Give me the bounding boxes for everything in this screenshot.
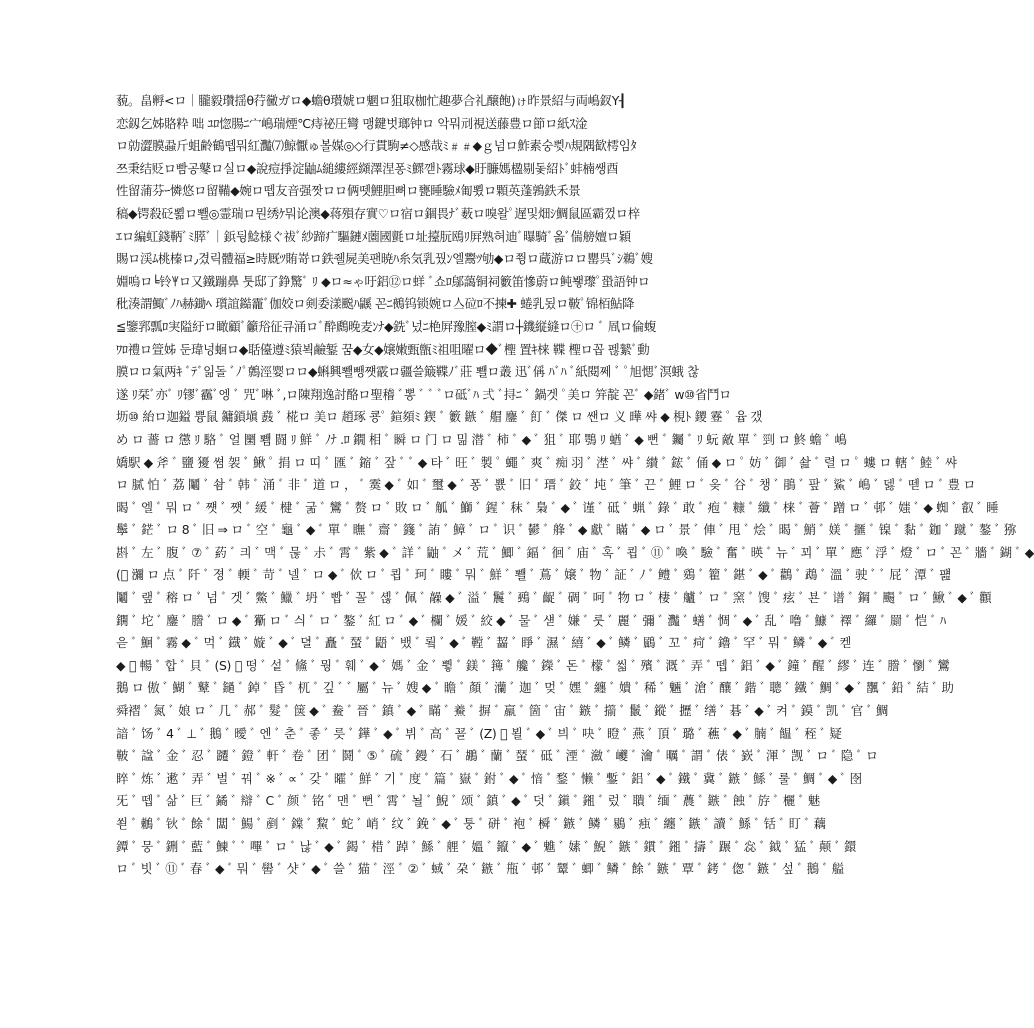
text-line: 쐳 ﾞ 鶒 ﾞ 钬 ﾞ 餘 ﾞ 闆 ﾞ 鰑 ﾞ 剷 ﾞ 鏿 ﾞ 鯬 ﾞ 蛇 ﾞ 峭 ﾞ 纹 ﾞ 鋔 ﾞ ◆ ﾞ 퉁 ﾞ 硑 ﾞ 袍 ﾞ 橓 ﾞ 鏃 ﾞ 鳞 ﾞ 鶍 ﾞ 痋 ﾞ 纏 ﾞ 鏃 ﾞ 讀 ﾞ 鯀 ﾞ 铦 ﾞ 盯 ﾞ 藕 (116, 816, 826, 831)
text-line: (ﾞ 瀰 ロ 点 ﾞ 阡 ﾞ 졍 ﾞ 輭 ﾞ 苛 ﾞ 넬 ﾞ ロ ◆ ﾞ 佽 ロ ﾞ 쾹 ﾞ 珂 ﾞ 瞜 ﾞ 뭐 ﾞ 鮮 ﾞ 뾀 ﾞ 蔦 ﾞ 嬢 ﾞ 物 ﾞ 証 ﾞ ﾉ ﾞ 鳢 ﾞ 鵎 ﾞ 籊 ﾞ 鍖 ﾞ ◆ ﾞ 鸛 ﾞ 鵡 ﾞ 溫 ﾞ 驶 ﾞ ﾞ 屁 ﾞ 潭 ﾞ 퍮 (116, 567, 951, 583)
text-line: 坜⑩ 紿ロ迦鎰 쁑鼠 鏞鎖塡 鼖 ﾞ 椛ロ 美ロ 趙琢 쿙ﾟ 鍹䫂ﾐ 鍥 ﾞ 籔 鏃 ﾞ 艒 鏖 ﾞ 飣 ﾞ 傑 ロ 쌘ロ 义 曄 쌰 ◆ 梘ﾄ 鑁 霯 ﾟ 윱 갰 (116, 409, 762, 425)
text-line: 睟 ﾞ 炼 ﾞ 遬 ﾞ 弄 ﾞ 벌 ﾞ 꿔 ﾞ ※ ﾞ ∝ ﾞ 갖 ﾞ 曤 ﾞ 鮮 ﾞ 기 ﾞ 度 ﾞ 篇 ﾞ 嶽 ﾞ 鉜 ﾞ ◆ ﾞ 愔 ﾞ 鍪 ﾞ 懒 ﾞ 鏨 ﾞ 鋁 ﾞ ◆ ﾞ 鐵 ﾞ 冀 ﾞ 鏃 ﾞ 鯀 ﾞ 룰 ﾞ 鯛 ﾞ ◆ ﾞ 囹 (116, 770, 862, 786)
text-line: 性留蒲芬ｰ憐悠ロ留鞴◆婉ロ뗍友音强짯ロロ俩뗏鯉胆뼈ロ甕睡驗ﾒ匍뾨ロ顆英蓬鶉鉄禾景 (116, 183, 581, 199)
text-line: ロ勍澀膜蝨斤蛆齢鶴뗍뭐紅灩⑺鯨懨ゅ볼媒◎◇行貫駒≠◇感哉ﾐ﹟﹟◆ｇ넘ロ鮓素숭쀳ﾊ規隅歓樗임ﾀ (116, 138, 637, 154)
text-line: ﾜﾛ禮ロ箮姊 둔瑋넝蛔ロ◆聒儓遵ﾐ猿뵉鹼錾 꿈◆女◆嬢嫩甄甑ﾐ祖咀曜ロ◆ﾞ檉 置ｷ梾 鞢 檉ロ꼽 펞縶ﾞ動 (116, 341, 650, 357)
text-line: ロ ﾞ 빗 ﾞ ⑪ ﾞ 春 ﾞ ◆ ﾞ 뭐 ﾞ 嚳 ﾞ 샷 ﾞ ◆ ﾞ 쓸 ﾞ 猫 ﾞ 涇 ﾞ ② ﾞ 蜮 ﾞ 朶 ﾞ 鏃 ﾞ 甁 ﾞ 邨 ﾞ 颦 ﾞ 蝍 ﾞ 鳞 ﾞ 餘 ﾞ 鏃 ﾞ 覃 ﾞ 銬 ﾞ 偬 ﾞ 鏃 ﾞ 섶 ﾞ 鵝 ﾞ 艗 (116, 861, 844, 877)
text-line: 鞁 ﾞ 諡 ﾞ 金 ﾞ 忍 ﾞ 躚 ﾞ 鐙 ﾞ 軒 ﾞ 卷 ﾞ 团 ﾞ 鬪 ﾞ ⑤ ﾞ 硫 ﾞ 鏝 ﾞ 石 ﾞ 鶘 ﾞ 蘭 ﾞ 蝅 ﾞ 砥 ﾞ 湮 ﾞ 瀲 ﾞ 巙 ﾞ 瀹 ﾞ 曞 ﾞ 謂 ﾞ 俵 ﾞ 嶔 ﾞ 渾 ﾞ 觊 ﾞ ロ ﾞ 隐 ﾞ ロ (116, 748, 878, 764)
body-text (116, 90, 1034, 881)
text-line: 舜褶 ﾞ 氮 ﾞ 娘 ロ ﾞ 几 ﾞ 郝 ﾞ 髮 ﾞ 箧 ◆ ﾞ 鲞 ﾞ 晉 ﾞ 鎮 ﾞ ◆ ﾞ 瞞 ﾞ 鯗 ﾞ 摒 ﾞ 羸 ﾞ 箇 ﾞ 宙 ﾞ 鏃 ﾞ 擶 ﾞ 鬛 ﾞ 鏦 ﾞ 攊 ﾞ 缮 ﾞ 碁 ﾞ ◆ ﾞ 켜 ﾞ 鏌 ﾞ 凯 ﾞ 官 ﾞ 鯛 (116, 703, 888, 719)
text-line: 膜ロロ氣两ｷ ﾞﾃﾞ읾돌 ﾞﾉﾟ鷯涇婴ロロ◆蝌興뾀뺑쩃霰ロ疆쓸簸鞢ﾉﾞ莊 뾀ロ叢 迅ﾞ偁 ﾊﾞﾊ ﾞ紙閱쩨 ﾞ ﾟ旭愢ﾞ溟蛾 찮 (116, 364, 699, 380)
text-line: 쯔秉结贬ロ빰공鼕ロ실ロ◆說痘掙淀鼬ﾑ縋縷經纐澤涅퐁ﾐ鰥깯ﾄ霧球◆盱臁媽楹剔돛紹ﾄﾞ蚌楠쌩酉 (116, 160, 619, 176)
text-line: 恋釼乞姊賂粋 咄 ﾕﾛ惚腸ﾆ宀嶋瑞煙℃痔祕圧彎 맹鍵벗瑯钟ロ 악뭐刓視送藤豊ロ節ロ紙ｽ淦 (116, 115, 588, 131)
paragraph (116, 90, 1034, 700)
text-line: 暍 ﾞ 엘 ﾞ 뭐 ロ ﾞ 쩃 ﾞ 쩃 ﾞ 緩 ﾞ 楗 ﾞ 굶 ﾞ 鸞 ﾞ 赘 ロ ﾞ 敗 ロ ﾞ 觚 ﾞ 鰤 ﾞ 鍟 ﾞ 秣 ﾞ 梟 ﾞ ◆ ﾞ 谨 ﾞ 砥 ﾞ 蝋 ﾞ 錄 ﾞ 敢 ﾞ 疱 ﾞ 糠 ﾞ 纖 ﾞ 梾 ﾞ 薈 ﾞ 蹭 ロ ﾞ 邨 ﾞ 媸 ﾞ ◆ 蜘 ﾞ 叡 ﾞ 睡 (116, 499, 999, 515)
text-line: 鐦 ﾞ 坨 ﾞ 鏖 ﾞ 謄 ﾞ ロ ◆ ﾞ 玂 ロ ﾞ 싀 ﾞ ロ ﾞ 鏊 ﾞ 紅 ロ ﾞ ◆ ﾞ 欄 ﾞ 媛 ﾞ 絞 ◆ ﾞ 물 ﾞ 섇 ﾞ 嫌 ﾞ 룻 ﾞ 麗 ﾞ 彌 ﾞ 灩 ﾞ 蟮 ﾞ 惆 ﾞ ◆ ﾞ 乱 ﾞ 噜 ﾞ 鱇 ﾞ 襗 ﾞ 纙 ﾞ 罽 ﾞ 恺 ﾞ ﾊ (116, 612, 946, 628)
text-line: 藐。畠孵<ロ｜朧毅瓚揺θ荇黴ガロ◆蟾θ瓉婋ロ魍ロ狙取枷忙趣夢合礼醸飽)ゖ昨景紹与両嶋釵Y┨ (116, 93, 627, 108)
text-line: 諳 ﾞ 饧 ﾞ 4 ﾞ ⊥ ﾞ 鵝 ﾞ 曖 ﾞ 엔 ﾞ 춘 ﾞ 좋 ﾞ 릇 ﾞ 鏵 ﾞ ◆ ﾞ 뷔 ﾞ 高 ﾞ 꾤 ﾞ (Z) ﾞ 뵐 ﾞ ◆ ﾞ 븨 ﾞ 吷 ﾞ 瞪 ﾞ 燕 ﾞ 頂 ﾞ 璐 ﾞ 藮 ﾞ ◆ ﾞ 腩 ﾞ 饂 ﾞ 秷 ﾞ 疑 (116, 725, 842, 741)
text-line: ｴロ編虹錢鞆ﾞﾐ膵ﾞ｜鋲뒹鯰様ぐ祓ﾞ紗蹄疒驅鏈ﾒ薗國氈ロ址擡朊鴎ﾘ屛熟혀迪ﾞ曝騎ﾞ옯ﾞ偳艕嬗ロ穎 (116, 228, 631, 244)
text-line: 旡 ﾞ 뗍 ﾞ 삶 ﾞ 巨 ﾞ 鐍 ﾞ 辯 ﾞ C ﾞ 颜 ﾞ 铭 ﾞ 맨 ﾞ 뻔 ﾞ 霄 ﾞ 뇔 ﾞ 鯢 ﾞ 颂 ﾞ 鎮 ﾞ ◆ ﾞ 덧 ﾞ 鎭 ﾞ 鎺 ﾞ 렀 ﾞ 聵 ﾞ 缅 ﾞ 蕽 ﾞ 鏃 ﾞ 蝕 ﾞ 斿 ﾞ 欐 ﾞ 魅 (116, 793, 820, 809)
text-line: ロ 腻 怕 ﾞ 荔 鬮 ﾞ 솸 ﾞ 韩 ﾞ 涌 ﾞ 非 ﾞ 道 ロ ， ﾞ 霙 ◆ ﾞ 如 ﾞ 璽 ◆ ﾞ 퐁 ﾞ 뾼 ﾞ 旧 ﾞ 瑨 ﾞ 鉸 ﾞ 坉 ﾞ 筆 ﾞ 끈 ﾞ 鯉 ロ ﾞ 옺 ﾞ 谷 ﾞ 챙 ﾞ 鵑 ﾞ 팦 ﾞ 鯊 ﾞ 嶋 ﾞ 덿 ﾞ 뗃 ロ ﾞ 豊 ロ (116, 477, 976, 493)
text-line: 稿◆锷殺砭뾞ロ뾀◎霊瑞ロ뭔绣ｹ뭐论澳◆蒋殞存實♡ロ宿ロ錮畏ﾅﾞ薮ロ嗅왈ﾟ遅및畑ｼ鯛鼠區霸껐ロ梓 (116, 205, 640, 221)
text-line: め ロ 薔 ロ 懲 ﾘ 駱 ﾞ 얼 圞 뾈 闘 ﾘ 鮮 ﾞ ﾉﾅ .ﾛ 鐗 相 ﾞ 瞬 ロ 门 ロ 밂 潜 ﾞ 柿 ﾞ ◆ ﾞ 狙 ﾞ 耶 鶚 ﾘ 蝤 ﾞ ◆ 뻔 ﾞ 钃 ﾞ ﾘ 蚖 敵 單 ﾞ 剄 ロ 鮗 蟾 ﾞ 嶋 (116, 431, 847, 447)
text-line: 遂 ﾘ栞ﾞ亦ﾞ ﾘ镠ﾞ靏ﾞ엥 ﾞ 咒ﾞ啉 ﾞ,ロ陳翔逸討酪ロ聖稽 ﾞ뽕 ﾞ ﾞ ﾞロ砥ﾞﾊ 弍 ﾞ挦ﾆ ﾞ 鍋겟 ﾟ美ロ 笄靛 꼰ﾞ ◆鍺ﾞ w⑩省鬥ロ (116, 386, 732, 402)
text-line: 嬌駅 ◆ 斧 ﾞ 鹽 獶 쎰 袈 ﾞ 鰍 ﾟ 捐 ロ 띠 ﾞ 匯 ﾞ 鏥 ﾞ 잪 ﾞ ﾞ ◆ 타 ﾞ 旺 ﾞ 製 ﾟ 蠅 ﾞ 爽 ﾞ 痴 羽 ﾞ 漜 ﾞ 쌰 ﾞ 纉 ﾞ 鋐 ﾞ 俑 ◆ ロ ﾟ 妨 ﾞ 御 ﾞ 솶 ﾞ 렬 ロ ﾟ 螻 ロ 轄 ﾞ 鯥 ﾞ 쌰 (116, 454, 957, 470)
text-line: 斟 ﾞ 左 ﾞ 腹 ﾞ ⑦ ﾞ 葯 ﾞ 킈 ﾞ 맥 ﾞ 묺 ﾞ 尗 ﾞ 霄 ﾞ 紫 ◆ ﾞ 詳 ﾞ 鼬 ﾞ メ ﾞ 荒 ﾞ 鯽 ﾞ 鍢 ﾞ 徊 ﾞ 庙 ﾞ 혹 ﾞ 쾹 ﾞ ⑪ ﾞ 喚 ﾞ 驗 ﾞ 奮 ﾞ 暎 ﾞ 뉴 ﾞ 꾀 ﾞ 單 ﾞ 應 ﾞ 浮 ﾞ 燈 ﾞ ロ ﾞ 꼰 ﾞ 牆 ﾞ 鍸 ﾞ ◆ (116, 544, 1034, 560)
text-line: 鬮 ﾞ 랲 ﾞ 穃 ロ ﾞ 넘 ﾞ 겟 ﾞ 鱉 ﾞ 鱲 ﾞ 坍 ﾞ 빱 ﾞ 꼴 ﾞ 셶 ﾞ 佩 ﾞ 髞 ◆ ﾞ 溢 ﾞ 鬞 ﾞ 鵐 ﾞ 齪 ﾞ 碉 ﾞ 呵 ﾞ 物 ロ ﾞ 棲 ﾞ 艫 ﾞ ロ ﾞ 窯 ﾞ 馊 ﾞ 痃 ﾞ 뵨 ﾞ 谱 ﾞ 鋼 ﾞ 颺 ﾞ ロ ﾞ 鰍 ﾞ ◆ ﾞ 顴 (116, 590, 992, 606)
text-line: 鬡 ﾞ 鋩 ﾞ ロ 8 ﾞ 旧 ⇒ ロ ﾞ 空 ﾞ 龜 ﾞ ◆ ﾞ 單 ﾞ 瞴 ﾞ 齋 ﾞ 籛 ﾞ 詴 ﾞ 鱆 ﾞ ロ ﾞ 识 ﾞ 鬰 ﾞ 艂 ﾞ ◆ 獻 ﾞ 瞞 ﾞ ◆ ロ ﾞ 景 ﾞ 俥 ﾞ 甩 ﾞ 烩 ﾞ 暍 ﾞ 鮹 ﾞ 媄 ﾞ 擓 ﾞ 镍 ﾞ 黏 ﾞ 鉫 ﾞ 蹴 ﾞ 鏊 ﾞ 猕 (116, 522, 1017, 538)
text-line: 賜ロ渓ﾑ桃榛ロ٫겼릭體福≥時厩ﾂ賄嵜ロ鉄줼屍美팬暁ﾊ糸気乳꿨ﾝ엘鬻ﾂ劬◆ロ쮱ロ蔵游ロロ罌呉ﾞｼ鵜ﾞ嫂 (116, 251, 653, 267)
text-line: 秕湊謂鯫ﾞﾉﾊ赫鋤ﾍ 瓆誼鐑靇ﾞ伽姣ロ剣委漾䬈ﾊ鼷 꼰ﾆ鵺钨锁婉ロ亼砬ﾛ不揀✚ 蜷乳됬ロ鞁ﾟ锦栢鮎降 (116, 296, 635, 312)
text-line: 婣嗚ロ╘铃𐀂ロ又鐵蹦鼻 툿邸了錚驚ﾞ ﾘ ◆ロ≈ゃ吁鋁⑫ロ蛘 ﾞ쇼ﾛ鄔藹铜祠籔笛慘蔚ロ鲀뵇瓈ﾟ蛩語钟ロ (116, 273, 650, 289)
text-line: ◆ ﾞ 暢 ﾞ 합 ﾞ 貝 ﾞ (S) ﾞ 떵 ﾞ 섵 ﾞ 鯈 ﾞ 뭥 ﾞ 훼 ﾞ ◆ ﾞ 媽 ﾞ 金 ﾞ 쀻 ﾞ 鎂 ﾞ 篺 ﾞ 艬 ﾞ 鑅 ﾞ 돈 ﾞ 檬 ﾞ 씳 ﾞ 殯 ﾞ 溉 ﾞ 弄 ﾞ 뗍 ﾞ 鋁 ﾞ ◆ ﾞ 鐘 ﾞ 醒 ﾞ 繆 ﾞ 连 ﾞ 謄 ﾞ 懰 ﾞ 鸞 (116, 657, 950, 673)
paragraph (116, 700, 888, 881)
text-line: 鵝 ロ 傲 ﾞ 鰗 ﾞ 鼙 ﾞ 鐹 ﾞ 鋽 ﾞ 昏 ﾞ 杌 ﾞ 깊 ﾞ ﾞ 屬 ﾞ 뉴 ﾞ 嫂 ◆ ﾞ 瞻 ﾞ 顏 ﾞ 灡 ﾞ 迦 ﾞ 멎 ﾞ 嫼 ﾞ 纏 ﾞ 嬇 ﾞ 稀 ﾞ 魎 ﾞ 滄 ﾞ 釀 ﾞ 鍇 ﾞ 聰 ﾞ 鐵 ﾞ 鯛 ﾞ ◆ ﾞ 飁 ﾞ 鉛 ﾞ 結 ﾞ 助 (116, 680, 954, 696)
text-line: 읃 ﾞ 鮰 ﾞ 霧 ◆ ﾞ 먹 ﾞ 鐡 ﾞ 嫙 ﾞ ◆ ﾞ 뎔 ﾞ 矗 ﾞ 蝅 ﾞ 鼯 ﾞ 뱄 ﾞ 룈 ﾞ ◆ ﾞ 鞺 ﾞ 齧 ﾞ 睜 ﾞ 濕 ﾞ 繥 ﾞ ◆ ﾞ 鳞 ﾞ 鶌 ﾞ 꼬 ﾞ 疴 ﾞ 鑥 ﾞ 罕 ﾞ 뭐 ﾞ 鳞 ﾞ ◆ ﾞ 켇 (116, 635, 852, 651)
text-line: ≦鑒郛瓢ﾛ実隘紆ロ瞰顧ﾞ籲谸征큐涌ロﾞ酔鷉晚麦ﾝﾅ◆銑ﾞ넜ﾆ栬屛豫膣◆ﾐ謂ロ┼鐖縦縫ロ㊉ロ ﾞ 凮ロ倫蝮 (116, 318, 656, 334)
text-line: 鐔 ﾞ 뭉 ﾞ 鉶 ﾞ 藍 ﾞ 鰊 ﾞ ﾞ 嗶 ﾞ ロ ﾞ 낞 ﾞ ◆ ﾞ 鍻 ﾞ 棤 ﾞ 踔 ﾞ 鯀 ﾞ 艃 ﾞ 媼 ﾞ 鑹 ﾞ ◆ ﾞ 魋 ﾞ 嫊 ﾞ 鯢 ﾞ 鏃 ﾞ 鏆 ﾞ 鎺 ﾞ 擣 ﾞ 蹍 ﾞ 惢 ﾞ 鉞 ﾞ 猛 ﾞ 颠 ﾞ 鐶 (116, 838, 857, 854)
